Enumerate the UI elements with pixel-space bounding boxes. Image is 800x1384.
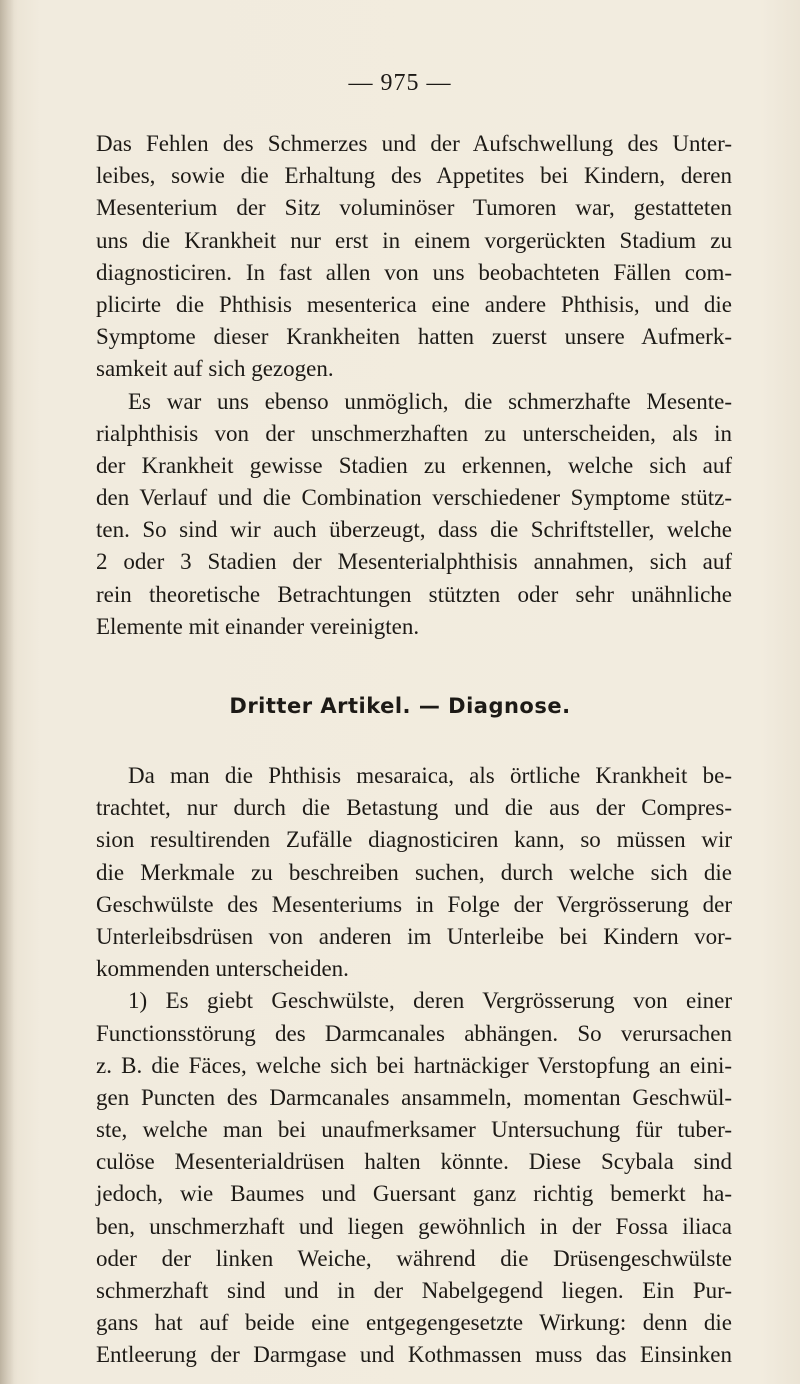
page-number: — 975 — (348, 70, 452, 96)
text-line: diagnosticiren. In fast allen von uns beobachteten Fällen com- (96, 259, 732, 285)
text-line: den Verlauf und die Combination verschiedener Symptome stütz- (96, 485, 732, 511)
paragraph-block-2 (96, 760, 732, 1372)
text-line: Unterleibsdrüsen von anderen im Unterleibe bei Kindern vor- (96, 923, 732, 949)
text-line: leibes, sowie die Erhaltung des Appetites bei Kindern, deren (96, 163, 732, 189)
text-line: ste, welche man bei unaufmerksamer Untersuchung für tuber- (96, 1117, 732, 1143)
text-line: schmerzhaft sind und in der Nabelgegend liegen. Ein Pur- (96, 1278, 732, 1303)
text-line: culöse Mesenterialdrüsen halten könnte. Diese Scybala sind (96, 1149, 732, 1175)
text-line: kommenden unterscheiden. (96, 956, 349, 982)
text-line: trachtet, nur durch die Betastung und die aus der Compres- (96, 795, 732, 821)
text-line: uns die Krankheit nur erst in einem vorgerückten Stadium zu (96, 227, 732, 253)
text-line: die Merkmale zu beschreiben suchen, durch welche sich die (96, 859, 732, 885)
text-line: 1) Es giebt Geschwülste, deren Vergrösserung von einer (128, 988, 732, 1014)
text-line: 2 oder 3 Stadien der Mesenterialphthisis annahmen, sich auf (96, 549, 732, 575)
text-line: z. B. die Fäces, welche sich bei hartnäckiger Verstopfung an eini- (96, 1052, 732, 1078)
text-line: Entleerung der Darmgase und Kothmassen muss das Einsinken (96, 1342, 732, 1368)
text-line: Functionsstörung des Darmcanales abhängen. So verursachen (96, 1020, 732, 1046)
text-line: plicirte die Phthisis mesenterica eine andere Phthisis, und die (96, 291, 732, 317)
text-line: rialphthisis von der unschmerzhaften zu unterscheiden, als in (96, 420, 732, 446)
text-line: gen Puncten des Darmcanales ansammeln, momentan Geschwül- (96, 1084, 732, 1110)
text-line: Es war uns ebenso unmöglich, die schmerzhafte Mesente- (128, 388, 732, 414)
text-line: der Krankheit gewisse Stadien zu erkennen, welche sich auf (96, 452, 732, 478)
text-line: Da man die Phthisis mesaraica, als örtliche Krankheit be- (128, 763, 732, 788)
text-line: oder der linken Weiche, während die Drüsengeschwülste (96, 1245, 732, 1271)
text-line: Mesenterium der Sitz voluminöser Tumoren war, gestatteten (96, 195, 732, 221)
text-line: rein theoretische Betrachtungen stützten oder sehr unähnliche (96, 581, 732, 607)
text-line: gans hat auf beide eine entgegengesetzte Wirkung: denn die (96, 1310, 732, 1336)
text-line: ten. So sind wir auch überzeugt, dass die Schriftsteller, welche (96, 517, 732, 543)
text-line: Symptome dieser Krankheiten hatten zuerst unsere Aufmerk- (96, 324, 732, 350)
page-spine-shadow (0, 0, 14, 1384)
text-line: ben, unschmerzhaft und liegen gewöhnlich in der Fossa iliaca (96, 1213, 732, 1239)
text-line: jedoch, wie Baumes und Guersant ganz richtig bemerkt ha- (96, 1181, 732, 1207)
text-line: sion resultirenden Zufälle diagnosticiren kann, so müssen wir (96, 827, 732, 853)
text-line: Das Fehlen des Schmerzes und der Aufschwellung des Unter- (96, 131, 732, 156)
text-line: Elemente mit einander vereinigten. (96, 613, 420, 639)
paragraph-block-1 (96, 128, 732, 643)
text-line: Geschwülste des Mesenteriums in Folge der Vergrösserung der (96, 891, 732, 917)
text-line: samkeit auf sich gezogen. (96, 356, 334, 382)
section-heading: Dritter Artikel. — Diagnose. (229, 694, 571, 718)
